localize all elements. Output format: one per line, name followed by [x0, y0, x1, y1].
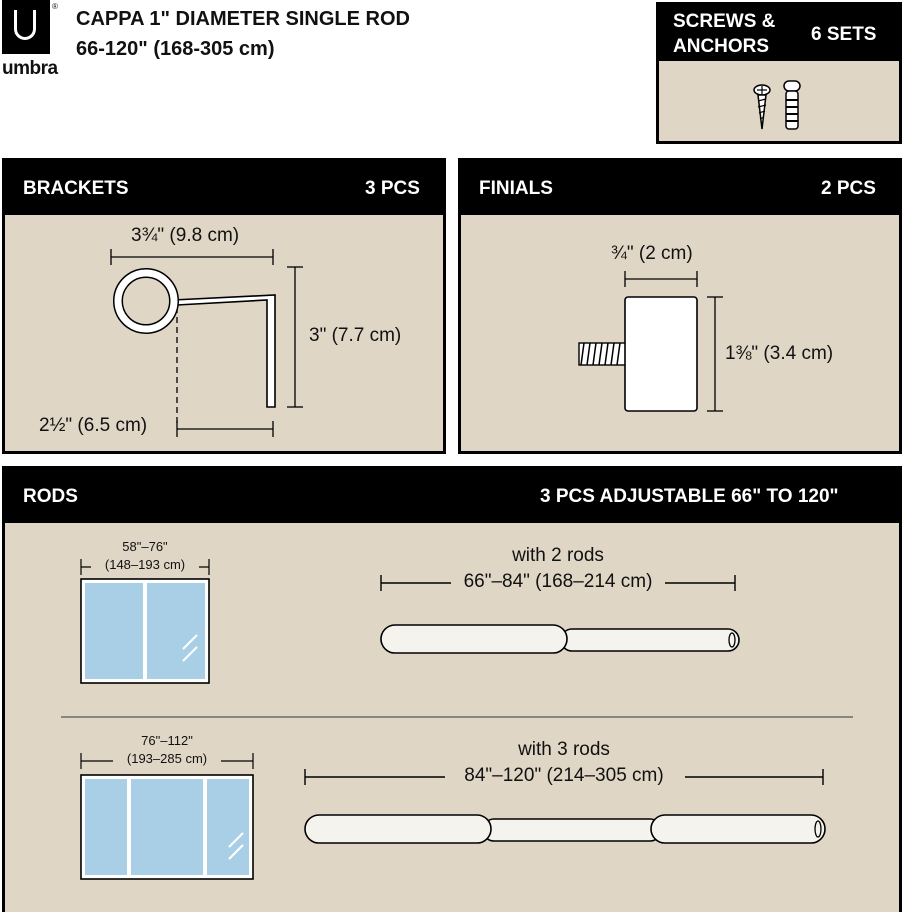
bracket-height-label: 3" (7.7 cm)	[309, 325, 402, 346]
brackets-panel-qty: 3 PCS	[365, 178, 420, 199]
bracket-arm-icon	[173, 295, 275, 407]
screws-panel-qty: 6 SETS	[811, 24, 877, 45]
screws-panel	[656, 2, 902, 144]
rods-panel-qty: 3 PCS ADJUSTABLE 66" TO 120"	[540, 486, 839, 507]
product-title	[76, 4, 410, 64]
window-2-pane-icon	[81, 579, 209, 683]
rods-panel-title: RODS	[23, 486, 78, 507]
finials-panel	[458, 158, 902, 454]
finials-panel-qty: 2 PCS	[821, 178, 876, 199]
rods-diagram	[5, 469, 904, 915]
screw-anchor-illustration	[659, 5, 904, 147]
umbra-u-glyph	[14, 10, 36, 40]
brand-logo-text: umbra	[2, 58, 58, 79]
rod-length-label: 84"–120" (214–305 cm)	[464, 765, 664, 786]
product-title-line1: CAPPA 1" DIAMETER SINGLE ROD	[76, 8, 410, 30]
product-title-line2: 66-120" (168-305 cm)	[76, 38, 275, 60]
rod-option-caption: with 2 rods	[512, 545, 604, 566]
rod-2-piece-icon	[381, 625, 739, 653]
finial-width-label: ¾" (2 cm)	[611, 243, 693, 264]
finial-thread-icon	[579, 343, 627, 365]
finial-height-label: 1⅜" (3.4 cm)	[725, 343, 834, 364]
rod-length-label: 66"–84" (168–214 cm)	[463, 571, 653, 592]
finials-panel-title: FINIALS	[479, 178, 553, 199]
brackets-panel-title: BRACKETS	[23, 178, 129, 199]
registered-mark: ®	[52, 2, 58, 11]
screws-panel-title-line2: ANCHORS	[673, 36, 770, 57]
window-range-label: 58"–76"	[122, 539, 168, 554]
bracket-width-label: 3¾" (9.8 cm)	[131, 225, 240, 246]
bracket-diagram	[5, 161, 449, 457]
rod-option-caption: with 3 rods	[518, 739, 610, 760]
rod-3-piece-icon	[305, 815, 825, 843]
bracket-depth-label: 2½" (6.5 cm)	[39, 415, 148, 436]
screws-panel-title-line1: SCREWS &	[673, 11, 776, 32]
window-range-cm-label: (193–285 cm)	[126, 751, 208, 766]
window-3-pane-icon	[81, 775, 253, 879]
finial-diagram	[461, 161, 904, 457]
finial-body-icon	[625, 297, 697, 411]
window-range-cm-label: (148–193 cm)	[104, 557, 186, 572]
brackets-panel	[2, 158, 446, 454]
window-range-label: 76"–112"	[141, 733, 193, 748]
rods-panel	[2, 466, 902, 912]
wall-anchor-icon	[784, 81, 800, 129]
